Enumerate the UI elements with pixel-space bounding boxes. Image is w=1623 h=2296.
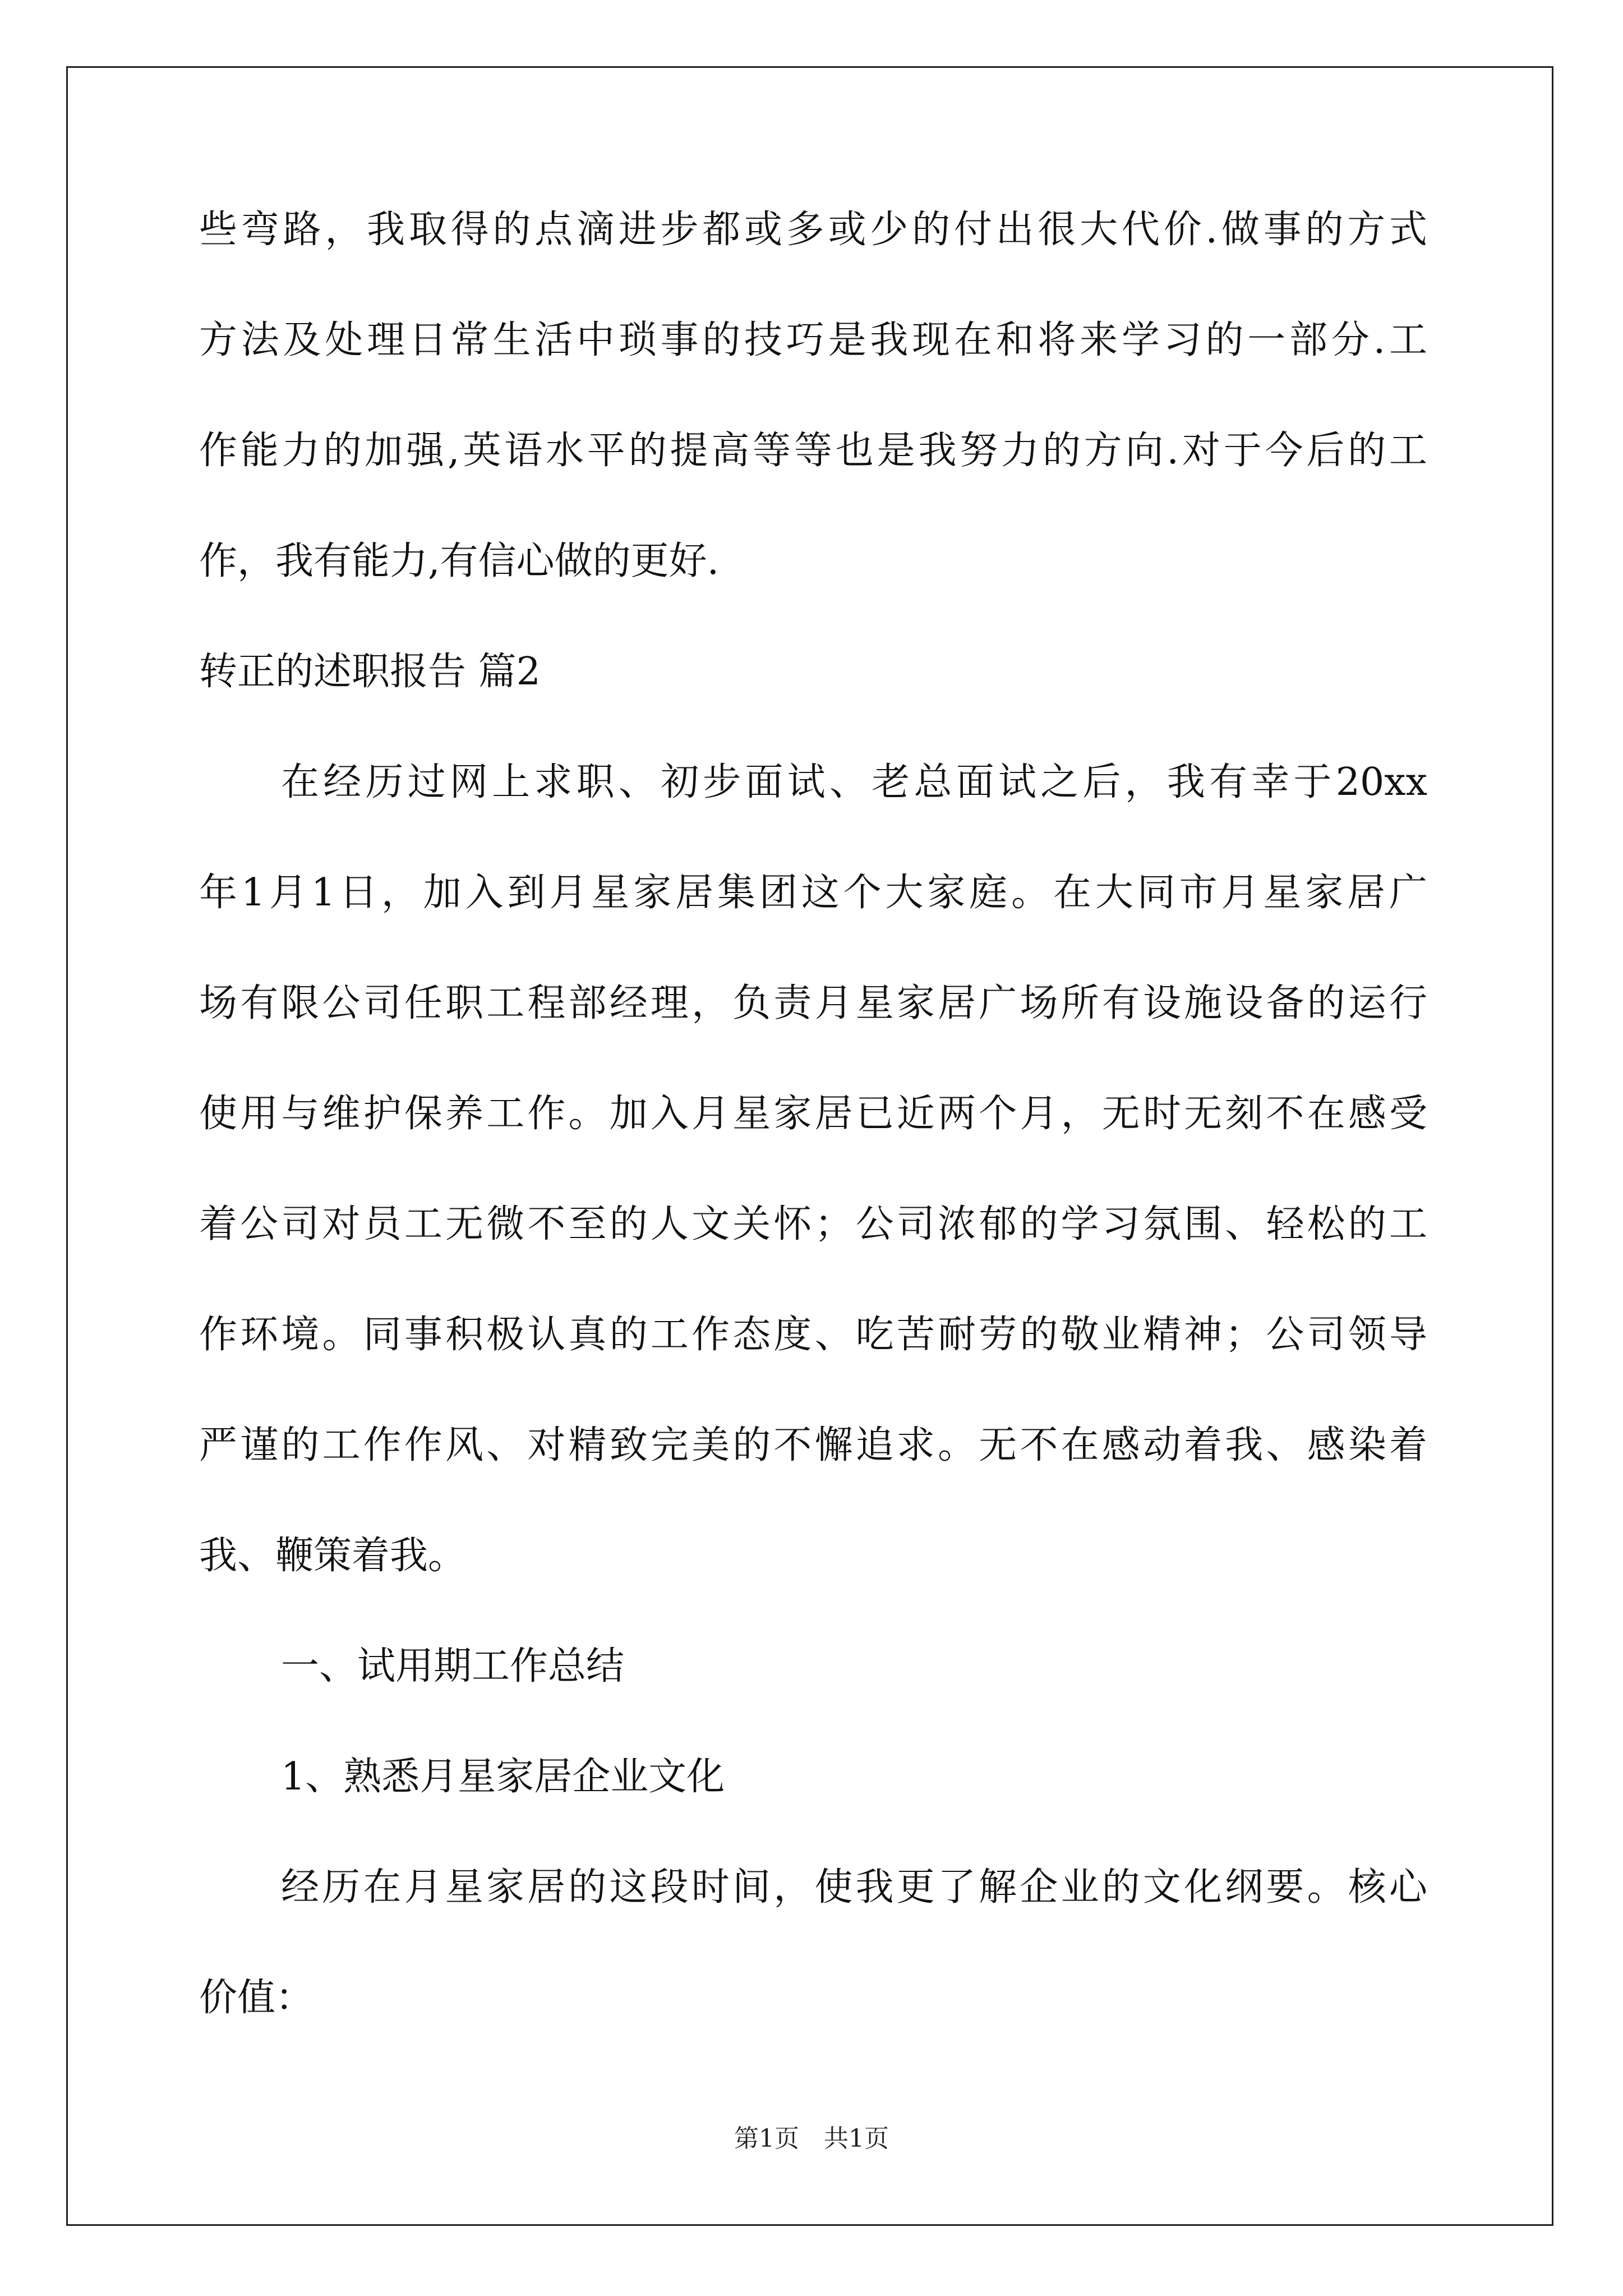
text-line: 场有限公司任职工程部经理，负责月星家居广场所有设施设备的运行 (199, 981, 1427, 1025)
document-body (199, 205, 1427, 2083)
page-footer (0, 2123, 1623, 2155)
subheading: 1、熟悉月星家居企业文化 (281, 1755, 725, 1799)
page-number: 第1页 (734, 2124, 799, 2153)
text-line: 年1月1日，加入到月星家居集团这个大家庭。在大同市月星家居广 (199, 871, 1427, 915)
text-line: 方法及处理日常生活中琐事的技巧是我现在和将来学习的一部分.工 (199, 318, 1427, 362)
text-line: 作环境。同事积极认真的工作态度、吃苦耐劳的敬业精神；公司领导 (199, 1313, 1427, 1357)
subheading: 一、试用期工作总结 (281, 1644, 625, 1688)
text-line: 着公司对员工无微不至的人文关怀；公司浓郁的学习氛围、轻松的工 (199, 1202, 1427, 1246)
text-line: 我、鞭策着我。 (199, 1534, 467, 1578)
page-total: 共1页 (824, 2124, 889, 2153)
text-line: 作，我有能力,有信心做的更好. (199, 539, 720, 583)
text-line: 作能力的加强,英语水平的提高等等也是我努力的方向.对于今后的工 (199, 429, 1427, 473)
text-line: 使用与维护保养工作。加入月星家居已近两个月，无时无刻不在感受 (199, 1092, 1427, 1136)
text-line: 经历在月星家居的这段时间，使我更了解企业的文化纲要。核心 (281, 1865, 1427, 1910)
text-line: 些弯路，我取得的点滴进步都或多或少的付出很大代价.做事的方式 (199, 208, 1427, 252)
section-title: 转正的述职报告 篇2 (199, 650, 541, 694)
text-line: 严谨的工作作风、对精致完美的不懈追求。无不在感动着我、感染着 (199, 1423, 1427, 1467)
text-line: 价值： (199, 1976, 314, 2020)
text-line: 在经历过网上求职、初步面试、老总面试之后，我有幸于20xx (281, 760, 1427, 804)
